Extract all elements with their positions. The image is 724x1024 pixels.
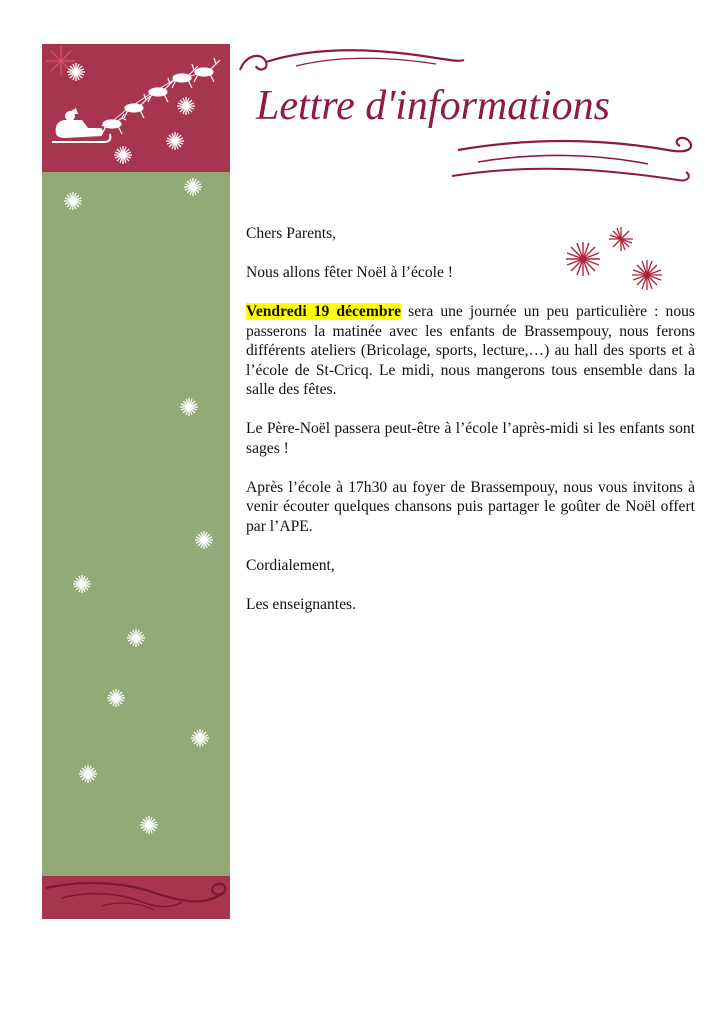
sidebar-green-panel <box>42 172 230 876</box>
snowflake-star-icon <box>136 812 162 838</box>
letter-after-school-paragraph: Après l’école à 17h30 au foyer de Brassempouy, nous vous invitons à venir écouter quelques chansons puis partager le goûter de Noël offert par l’APE. <box>246 478 695 535</box>
snowflake-star-icon <box>184 178 202 196</box>
letter-event-paragraph <box>246 302 695 400</box>
letter-santa-paragraph: Le Père-Noël passera peut-être à l’école l’après-midi si les enfants sont sages ! <box>246 420 695 457</box>
snowflake-star-icon <box>178 396 200 418</box>
page-title: Lettre d'informations <box>256 83 610 129</box>
snowflake-star-icon <box>66 62 86 82</box>
snowflake-star-icon <box>106 688 126 708</box>
snowflake-star-icon <box>188 726 212 750</box>
letter-closing: Cordialement, <box>246 556 335 574</box>
event-text: sera une journée un peu particulière : nous passerons la matinée avec les enfants de Brassempouy, nous ferons différents ateliers (Bricolage, sports, lecture,…) au hall des sports et à l’école de St-Cricq. Le midi, nous mangerons tous ensemble dans la salle des fêtes. <box>246 303 695 398</box>
snowflake-star-icon <box>70 572 94 596</box>
snowflake-star-icon <box>194 530 214 550</box>
swirl-ornament-icon <box>236 44 476 80</box>
letter-greeting: Chers Parents, <box>246 225 337 242</box>
sidebar-bottom-panel <box>42 876 230 919</box>
snowflake-star-icon <box>124 626 148 650</box>
letter-intro: Nous allons fêter Noël à l’école ! <box>246 264 453 281</box>
snowflake-star-icon <box>166 132 184 150</box>
snowflake-star-icon <box>114 146 132 164</box>
event-date-highlight: Vendredi 19 décembre <box>246 303 402 320</box>
letter-body <box>246 224 695 634</box>
letter-signature: Les enseignantes. <box>246 595 356 613</box>
swirl-ornament-icon <box>42 876 230 919</box>
snowflake-star-icon <box>76 762 100 786</box>
swirl-ornament-icon <box>448 128 698 192</box>
snowflake-star-icon <box>64 192 82 210</box>
snowflake-star-icon <box>176 96 196 116</box>
